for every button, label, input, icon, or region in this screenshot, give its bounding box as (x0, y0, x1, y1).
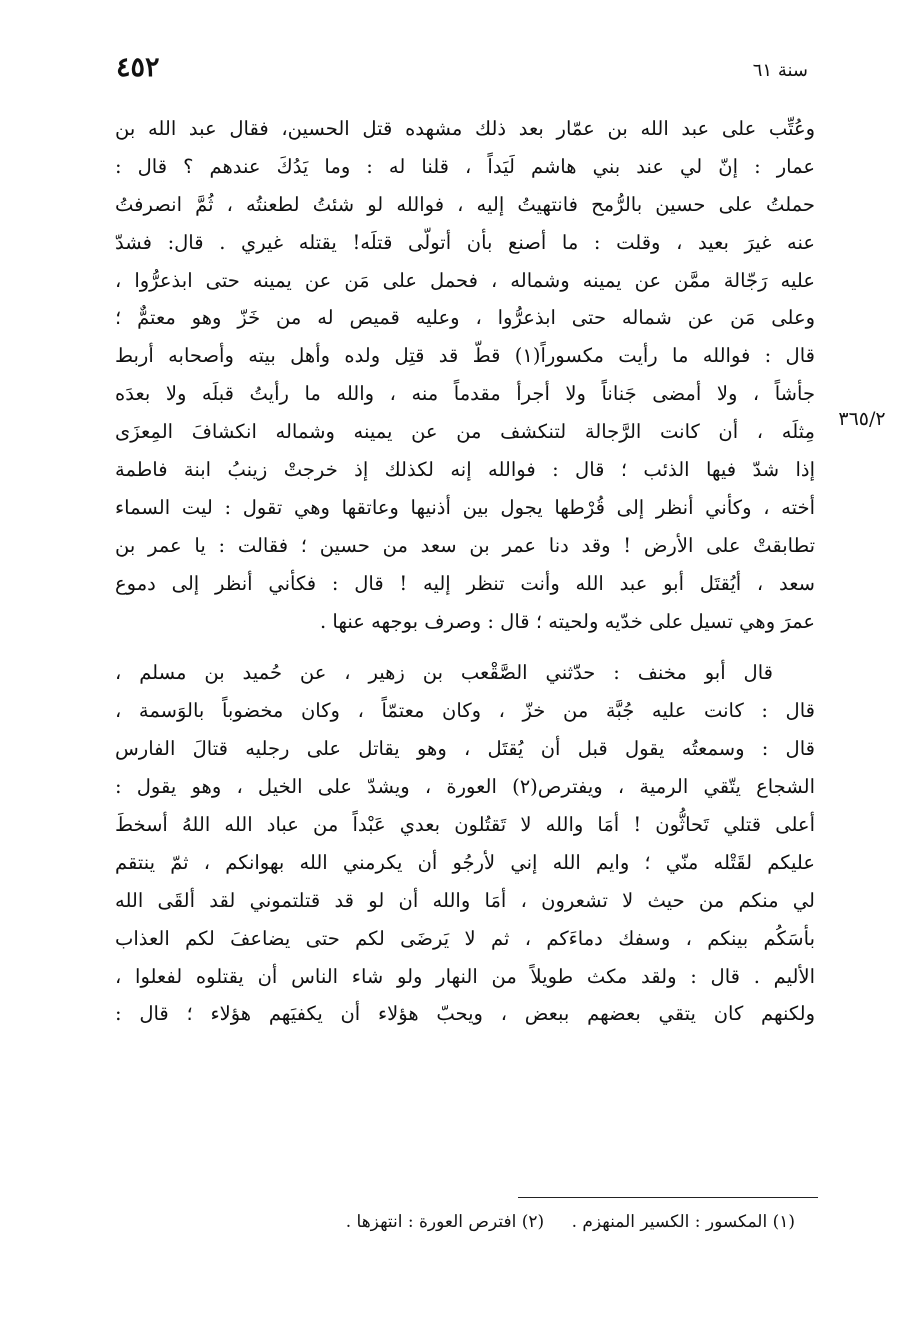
text-line: عليكم لقَتْله منّي ؛ وايم الله إني لأرجُو أن يكرمني الله بهوانكم ، ثمّ ينتقم (115, 850, 815, 874)
text-line: الأليم . قال : ولقد مكث طويلاً من النهار ولو شاء الناس أن يقتلوه لفعلوا ، (115, 964, 815, 988)
text-line: تطابقتْ على الأرض ! وقد دنا عمر بن سعد من حسين ؛ فقالت : يا عمر بن (115, 533, 815, 557)
text-line: سعد ، أيُقتَل أبو عبد الله وأنت تنظر إليه ! قال : فكأني أنظر إلى دموع (115, 571, 815, 595)
text-line: عنه غيرَ بعيد ، وقلت : ما أصنع بأن أتولّى قتلَه! يقتله غيري . قال: فشدّ (115, 230, 815, 254)
paragraph-1 (115, 110, 815, 640)
text-line: عمرَ وهي تسيل على خدّيه ولحيته ؛ قال : وصرف بوجهه عنها . (320, 609, 815, 633)
text-line: جأشاً ، ولا أمضى جَناناً ولا أجرأ مقدماً منه ، والله ما رأيتُ قبلَه ولا بعدَه (115, 382, 815, 406)
text-line: وعلى مَن عن شماله حتى ابذعرُّوا ، وعليه قميص له من خَزّ وهو معتمٌّ ؛ (115, 306, 815, 330)
paragraph-2 (115, 654, 815, 1033)
running-head: سنة ٦١ (752, 60, 808, 81)
text-line: حملتُ على حسين بالرُّمح فانتهيتُ إليه ، فوالله لو شئتُ لطعنتُه ، ثُمَّ انصرفتُ (115, 192, 815, 216)
text-line: ولكنهم كان يتقي بعضهم ببعض ، ويحبّ هؤلاء أن يكفيَهم هؤلاء ؛ قال : (115, 1002, 815, 1026)
footnote-2: (٢) افترص العورة : انتهزها . (345, 1212, 545, 1232)
text-line: أخته ، وكأني أنظر إلى قُرْطها يجول بين أذنيها وعاتقها وهي تقول : ليت السماء (115, 495, 815, 519)
page-number: ٤٥٢ (116, 52, 160, 83)
footnote-1: (١) المكسور : الكسير المنهزم . (571, 1212, 795, 1232)
footnotes (250, 1212, 795, 1232)
text-line: عليه رَجّالة ممَّن عن يمينه وشماله ، فحمل على مَن عن يمينه حتى ابذعرُّوا ، (115, 268, 815, 292)
body-text (115, 110, 815, 1033)
text-line: قال : كانت عليه جُبَّة من خزّ ، وكان معتمّاً ، وكان مخضوباً بالوَسمة ، (115, 699, 815, 723)
text-line: لي منكم من حيث لا تشعرون ، أمَا والله أن لو قد قتلتموني لقد ألقَى الله (115, 888, 815, 912)
text-line: عمار : إنّ لي عند بني هاشم لَيَداً ، قلنا له : وما يَدُكَ عندهم ؟ قال : (115, 154, 815, 178)
text-line: إذا شدّ فيها الذئب ؛ قال : فوالله إنه لكذلك إذ خرجتْ زينبُ ابنة فاطمة (115, 458, 815, 482)
margin-reference: ٣٦٥/٢ (838, 408, 886, 430)
text-line: بأسَكُم بينكم ، وسفك دماءَكم ، ثم لا يَرضَى لكم حتى يضاعفَ لكم العذاب (115, 926, 815, 950)
text-line: قال : وسمعتُه يقول قبل أن يُقتَل ، وهو يقاتل على رجليه قتالَ الفارس (115, 737, 815, 761)
text-line: مِثلَه ، أن كانت الرَّجالة لتنكشف من عن يمينه وشماله انكشافَ المِعزَى (115, 420, 815, 444)
footnote-divider (518, 1197, 818, 1198)
text-line: الشجاع يتّقي الرمية ، ويفترص(٢) العورة ، ويشدّ على الخيل ، وهو يقول : (115, 775, 815, 799)
text-line: قال أبو مخنف : حدّثني الصَّقْعب بن زهير ، عن حُميد بن مسلم ، (115, 661, 773, 685)
text-line: أعلى قتلي تَحاثُّون ! أمَا والله لا تَقتُلون بعدي عَبْداً من عباد الله اللهُ أسخطَ (115, 813, 815, 837)
text-line: وعُتِّب على عبد الله بن عمّار بعد ذلك مشهده قتل الحسين، فقال عبد الله بن (115, 117, 815, 140)
text-line: قال : فوالله ما رأيت مكسوراً(١) قطّ قد قتِل ولده وأهل بيته وأصحابه أربط (115, 344, 815, 368)
